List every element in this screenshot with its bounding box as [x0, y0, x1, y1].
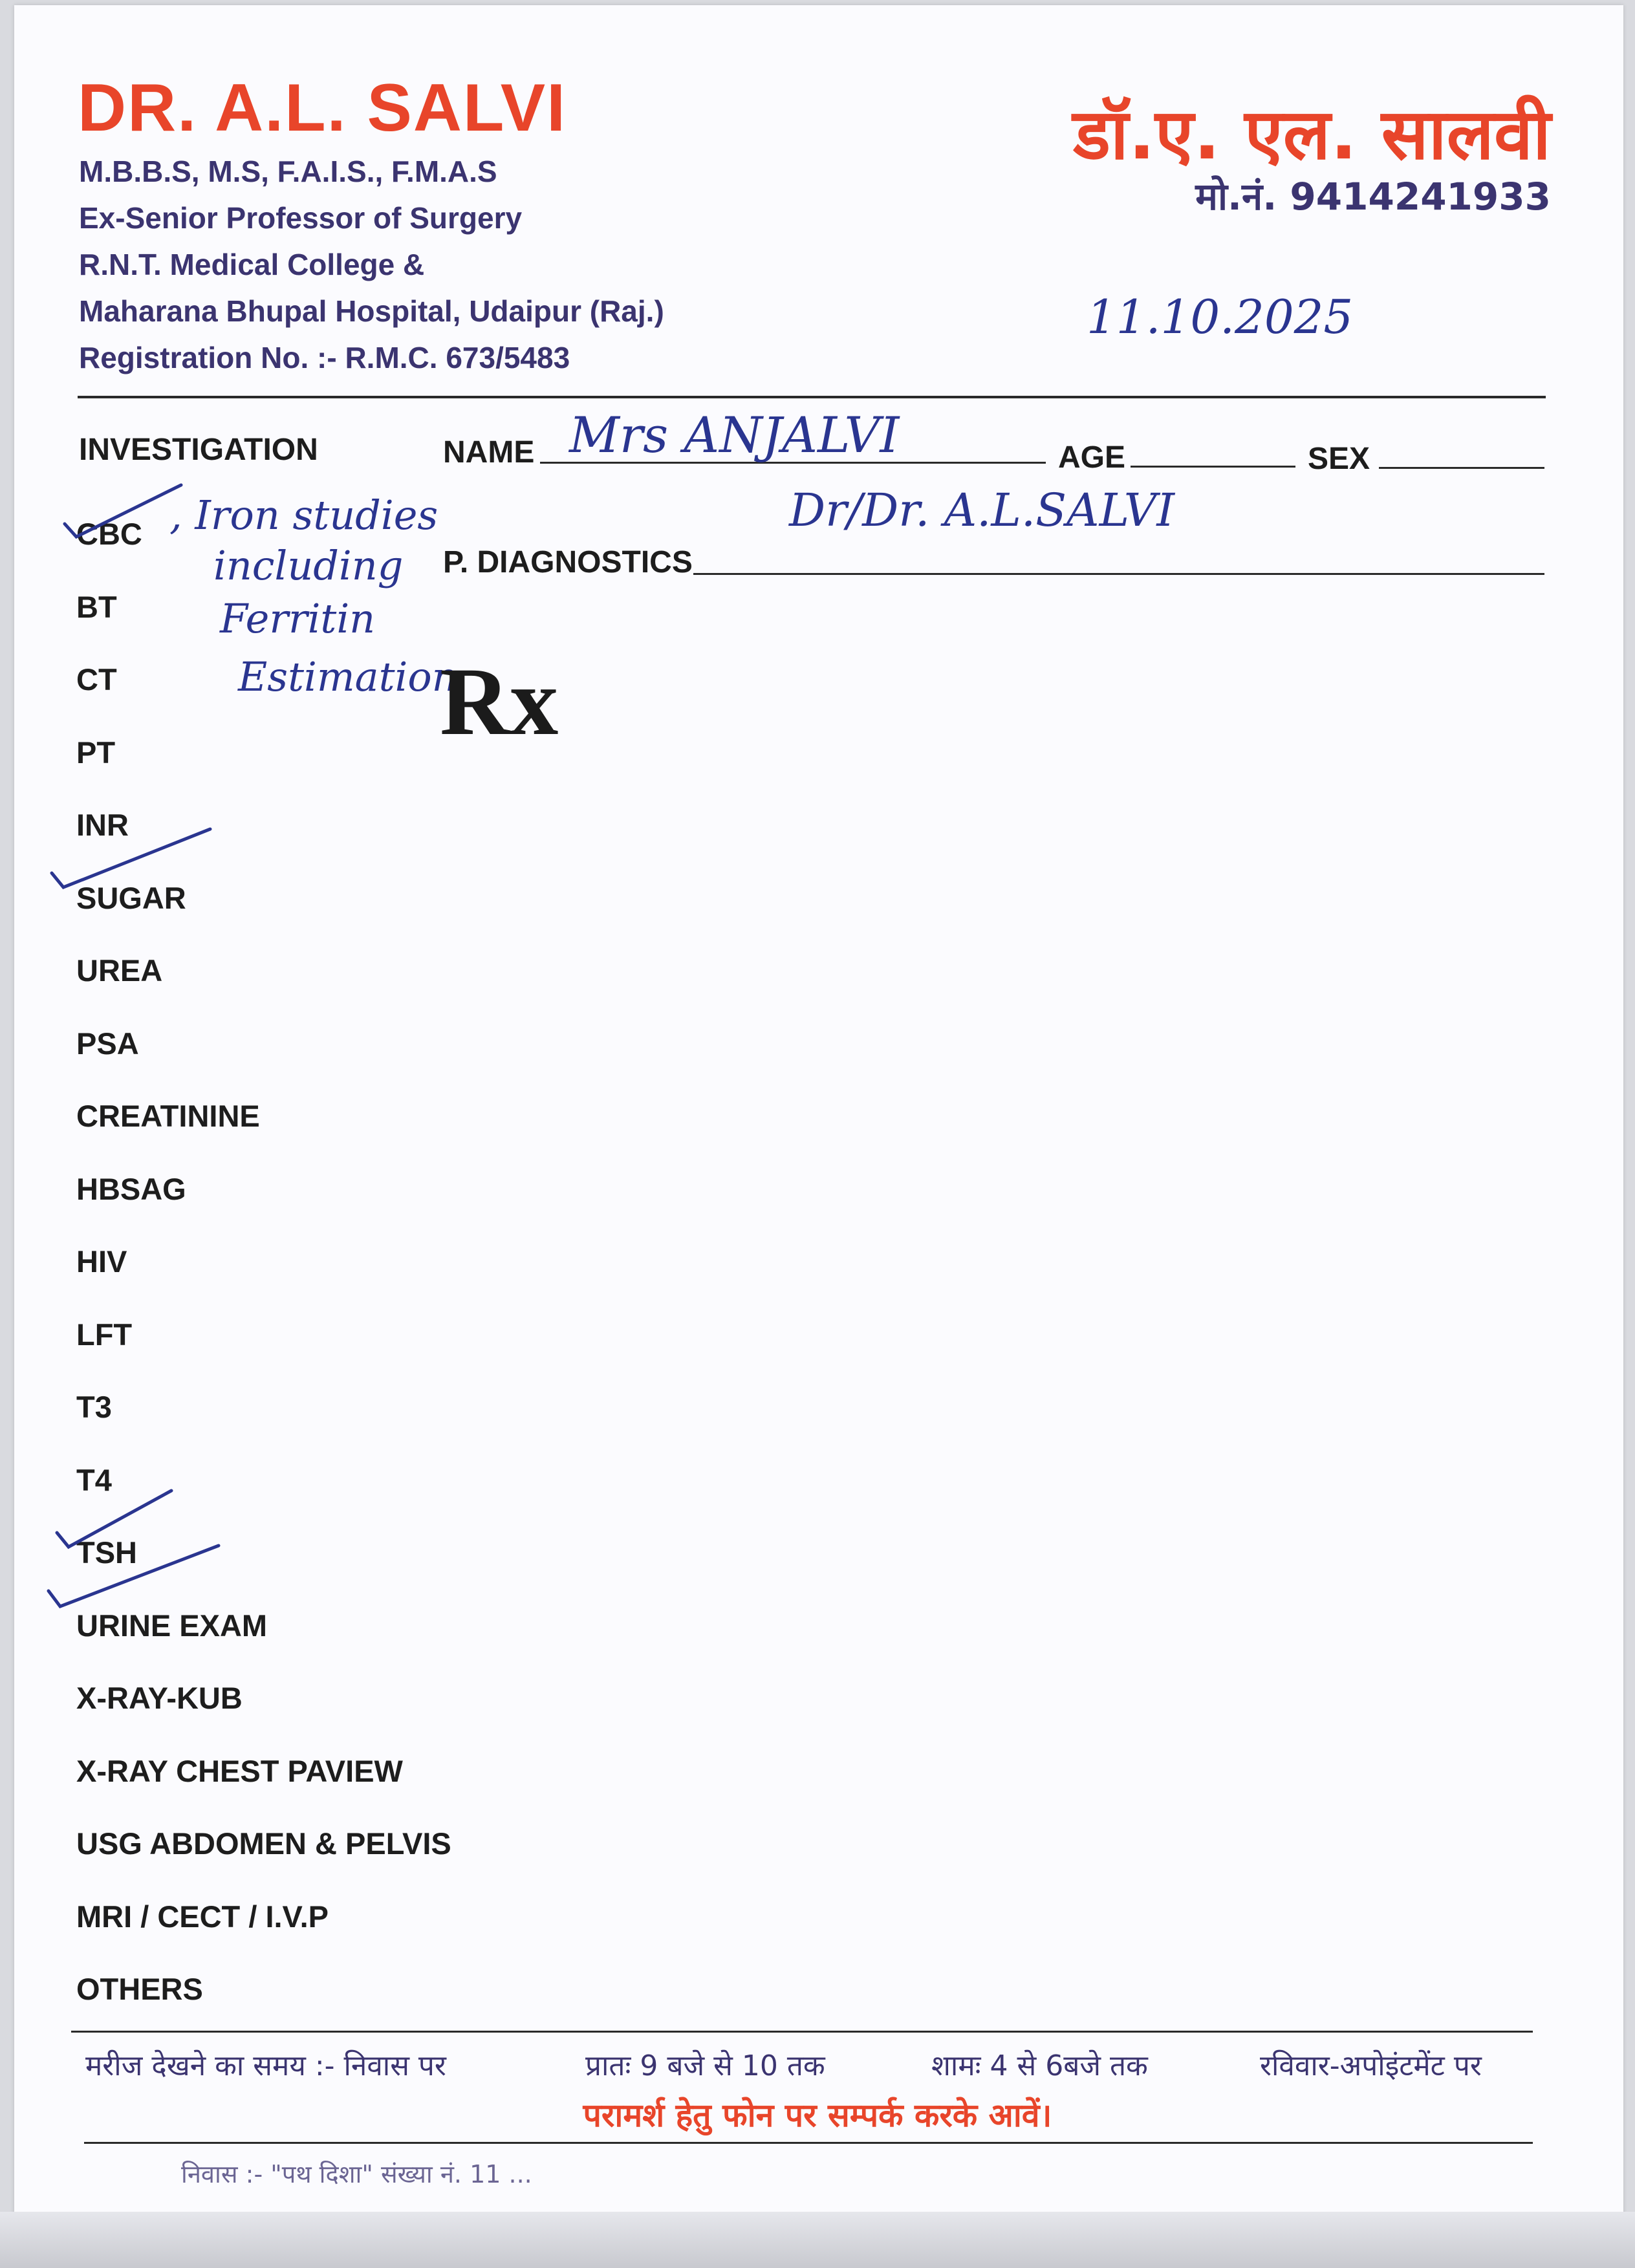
investigation-item[interactable]: X-RAY-KUB	[76, 1681, 243, 1715]
handwritten-note: Ferritin	[220, 595, 376, 642]
referral-text: Dr/Dr. A.L.SALVI	[789, 484, 1175, 537]
investigation-item[interactable]: OTHERS	[76, 1972, 203, 2006]
investigation-item[interactable]: X-RAY CHEST PAVIEW	[76, 1754, 403, 1788]
investigation-item[interactable]: CT	[76, 662, 117, 697]
doctor-name: DR. A.L. SALVI	[78, 70, 567, 146]
investigation-item[interactable]: BT	[76, 590, 117, 624]
qualification-line: Maharana Bhupal Hospital, Udaipur (Raj.)	[79, 294, 664, 328]
address-divider	[84, 2142, 1533, 2144]
investigation-item[interactable]: PT	[76, 735, 116, 770]
investigation-item[interactable]: HBSAG	[76, 1172, 186, 1206]
registration-number: Registration No. :- R.M.C. 673/5483	[79, 341, 570, 374]
qualification-line: M.B.B.S, M.S, F.A.I.S., F.M.A.S	[79, 155, 497, 188]
evening-timing: शामः 4 से 6बजे तक	[931, 2049, 1148, 2082]
handwritten-date: 11.10.2025	[1087, 290, 1354, 344]
investigation-heading: INVESTIGATION	[79, 433, 318, 467]
diagnostics-field-line[interactable]	[693, 573, 1544, 575]
age-field-line[interactable]	[1131, 466, 1295, 468]
investigation-item[interactable]: HIV	[76, 1244, 127, 1279]
page-edge	[0, 2212, 1635, 2268]
investigation-item[interactable]: SUGAR	[76, 881, 186, 915]
investigation-item[interactable]: TSH	[76, 1535, 137, 1570]
investigation-item[interactable]: URINE EXAM	[76, 1608, 268, 1643]
morning-timing: प्रातः 9 बजे से 10 तक	[585, 2049, 825, 2082]
sunday-timing: रविवार-अपोइंटमेंट पर	[1260, 2049, 1482, 2082]
qualification-line: Ex-Senior Professor of Surgery	[79, 201, 523, 235]
investigation-item[interactable]: UREA	[76, 953, 163, 988]
qualification-line: R.N.T. Medical College &	[79, 248, 425, 281]
phone-number: मो.नं. 9414241933	[1195, 175, 1551, 219]
investigation-item[interactable]: T3	[76, 1390, 112, 1424]
timing-label: मरीज देखने का समय :- निवास पर	[85, 2049, 446, 2082]
investigation-item[interactable]: T4	[76, 1463, 112, 1497]
rx-symbol: Rx	[440, 648, 559, 755]
handwritten-note: Estimation	[238, 653, 458, 700]
header-divider	[78, 396, 1546, 398]
investigation-item[interactable]: PSA	[76, 1026, 139, 1061]
investigation-item[interactable]: CREATININE	[76, 1099, 260, 1133]
age-label: AGE	[1058, 440, 1126, 475]
patient-name: Mrs ANJALVI	[569, 406, 900, 464]
handwritten-note: , Iron studies	[169, 491, 439, 539]
investigation-item[interactable]: CBC	[76, 517, 142, 551]
investigation-item[interactable]: MRI / CECT / I.V.P	[76, 1899, 329, 1934]
handwritten-note: including	[213, 542, 404, 589]
sex-label: SEX	[1308, 442, 1370, 476]
diagnostics-label: P. DIAGNOSTICS	[443, 545, 693, 579]
investigation-item[interactable]: LFT	[76, 1317, 133, 1352]
consultation-notice: परामर्श हेतु फोन पर सम्पर्क करके आवें।	[583, 2097, 1052, 2134]
doctor-name-hindi: डॉ.ए. एल. सालवी	[1073, 94, 1551, 175]
sex-field-line[interactable]	[1379, 467, 1544, 469]
name-label: NAME	[443, 435, 535, 470]
address-line: निवास :- "पथ दिशा" संख्या नं. 11 ...	[181, 2160, 532, 2188]
investigation-item[interactable]: USG ABDOMEN & PELVIS	[76, 1826, 451, 1861]
footer-divider	[71, 2031, 1533, 2033]
investigation-item[interactable]: INR	[76, 808, 129, 842]
